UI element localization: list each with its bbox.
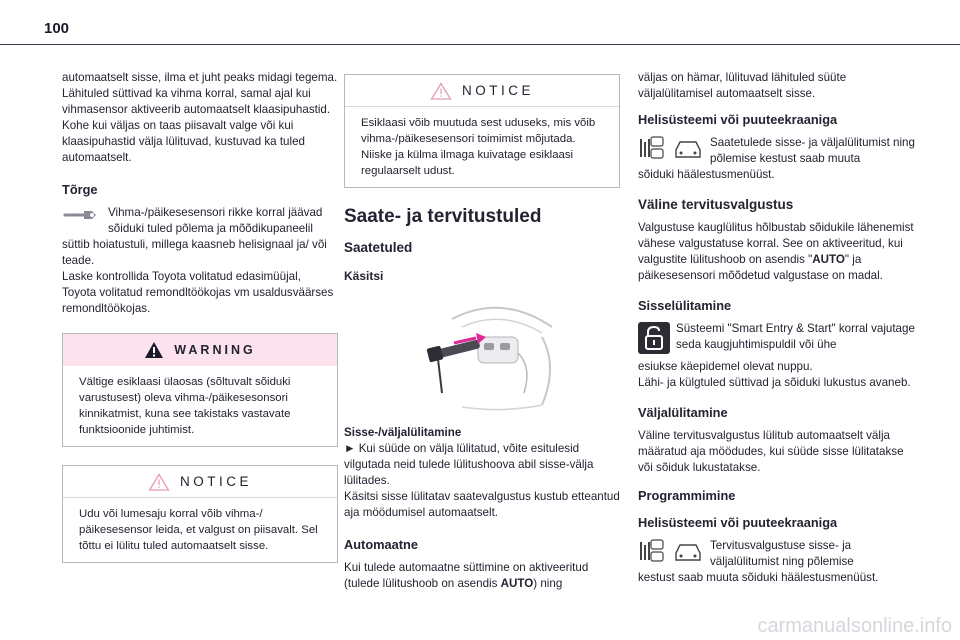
automaatne-after: ) ning	[533, 577, 563, 590]
notice-box-2	[344, 74, 620, 188]
section-title: Saate- ja tervitustuled	[344, 206, 542, 227]
heli2-text: kestust saab muuta sõiduki häälestusmenüüst.	[638, 571, 879, 584]
sissel-text: esiukse käepidemel olevat nuppu. Lähi- ja külgtuled süttivad ja sõiduki lukustus avaneb.	[638, 360, 911, 389]
notice-header-2	[345, 75, 619, 107]
wrench-icon	[62, 206, 102, 229]
column-3	[638, 70, 920, 586]
column-2	[344, 70, 620, 592]
heli2-block	[638, 538, 920, 570]
heli1-text: sõiduki häälestusmenüüst.	[638, 168, 775, 181]
notice-title-1: NOTICE	[179, 474, 252, 489]
light-stalk-illustration	[344, 297, 620, 417]
heli1-block	[638, 135, 920, 167]
notice-triangle-icon	[148, 473, 170, 491]
automaatne-heading: Automaatne	[344, 537, 418, 552]
warning-header	[63, 334, 337, 366]
notice-text-2: Esiklaasi võib muutuda sest uduseks, mis võib vihma-/päikesesensori toimimist mõjutada. Niiske ja külma ilmaga kuivatage esiklaasi regulaarselt udust.	[361, 117, 596, 177]
torge-text: süttib hoiatustuli, millega kaasneb helisignaal ja/ või teade. Laske kontrollida Toyota volitatud edasimüüjal, Toyota volitatud remondltöökojas vm usaldusväärses remondltöökojas.	[62, 238, 334, 315]
header-divider	[0, 44, 960, 45]
saatetuled-heading: Saatetuled	[344, 240, 413, 255]
menu-settings-icon	[638, 136, 704, 167]
warning-box	[62, 333, 338, 447]
torge-heading: Tõrge	[62, 182, 98, 197]
valjal-text: Väline tervitusvalgustus lülitub automaatselt välja määratud aja möödudes, kui süüde sisse lülitatakse või sõiduk lukustatakse.	[638, 429, 904, 474]
intro-paragraph: automaatselt sisse, ilma et juht peaks midagi tegema. Lähituled süttivad ka vihma korral, samal ajal kui vihmasensor aktiveerib automaatselt klaasipuhastid. Kohe kui väljas on taas piisavalt valge või kui klaasipuhastid välja lülituvad, kustuvad ka tuled automaatselt.	[62, 71, 338, 164]
torge-block	[62, 205, 338, 237]
warning-text: Vältige esiklaasi ülaosas (sõltuvalt sõiduki varustusest) oleva vihma-/päikesesonsori kinnikatmist, kuna see takistaks vastavate funktsioonide juhtimist.	[79, 376, 291, 436]
heli1-text-wrap: Saatetulede sisse- ja väljalülitumist ning põlemise kestust saab muuta	[710, 136, 915, 165]
torge-text-wrap: Vihma-/päikesesensori rikke korral jäävad sõiduki tuled põlema ja mõõdikupaneelil	[108, 206, 323, 235]
valine-after: " ja päikesesensori mõõdetud valgustase on madal.	[638, 253, 883, 282]
automaatne-before: Kui tulede automaatne süttimine on aktiveeritud (tulede lülitushoob on asendis	[344, 561, 589, 590]
unlock-key-icon	[638, 322, 670, 359]
notice-box-1	[62, 465, 338, 563]
heli2-text-wrap: Tervitusvalgustuse sisse- ja väljalülitumist ning põlemise	[710, 539, 854, 568]
valjal-heading: Väljalülitamine	[638, 405, 728, 420]
page-number: 100	[44, 20, 70, 37]
watermark: carmanualsonline.info	[757, 615, 952, 637]
menu-settings-icon	[638, 539, 704, 570]
automaatne-text	[344, 560, 620, 592]
prog-heading: Programmimine	[638, 488, 736, 503]
sisse-text: ► Kui süüde on välja lülitatud, võite esitulesid vilgutada neid tulede lülitushoova abil sisse-välja lülitades. Käsitsi sisse lülitatav saatevalgustus kustub etteantud aja möödumisel automaatselt.	[344, 442, 620, 519]
col3-intro: väljas on hämar, lülituvad lähituled süüte väljalülitamisel automaatselt sisse.	[638, 71, 847, 100]
valine-auto-label: AUTO	[812, 253, 845, 266]
heli1-heading: Helisüsteemi või puuteekraaniga	[638, 112, 838, 127]
warning-title: WARNING	[174, 343, 256, 357]
valine-heading: Väline tervitusvalgustus	[638, 197, 794, 212]
notice-title-2: NOTICE	[461, 83, 534, 98]
valine-before: Valgustuse kauglülitus hõlbustab sõidukile lähenemist vähese valgustatuse korral. See on aktiveeritud, kui valgustite lülitushoob on asendis "	[638, 221, 914, 266]
valine-text	[638, 220, 920, 284]
column-1	[62, 70, 338, 563]
sissel-heading: Sisselülitamine	[638, 298, 732, 313]
notice-header-1	[63, 466, 337, 498]
notice-triangle-icon	[430, 82, 452, 100]
warning-triangle-icon	[144, 341, 164, 359]
sissel-text-wrap: Süsteemi "Smart Entry & Start" korral vajutage seda kaugjuhtimispuldil või ühe	[676, 322, 915, 351]
heli2-heading: Helisüsteemi või puuteekraaniga	[638, 515, 838, 530]
kasitsi-heading: Käsitsi	[344, 269, 384, 283]
auto-label: AUTO	[500, 577, 534, 590]
notice-text-1: Udu või lumesaju korral võib vihma-/ päikesesensor leida, et valgust on piisavalt. Sel tõttu ei lülitu tuled automaatselt sisse.	[79, 508, 318, 552]
sisse-heading: Sisse-/väljalülitamine	[344, 426, 462, 439]
sissel-block	[638, 321, 920, 359]
